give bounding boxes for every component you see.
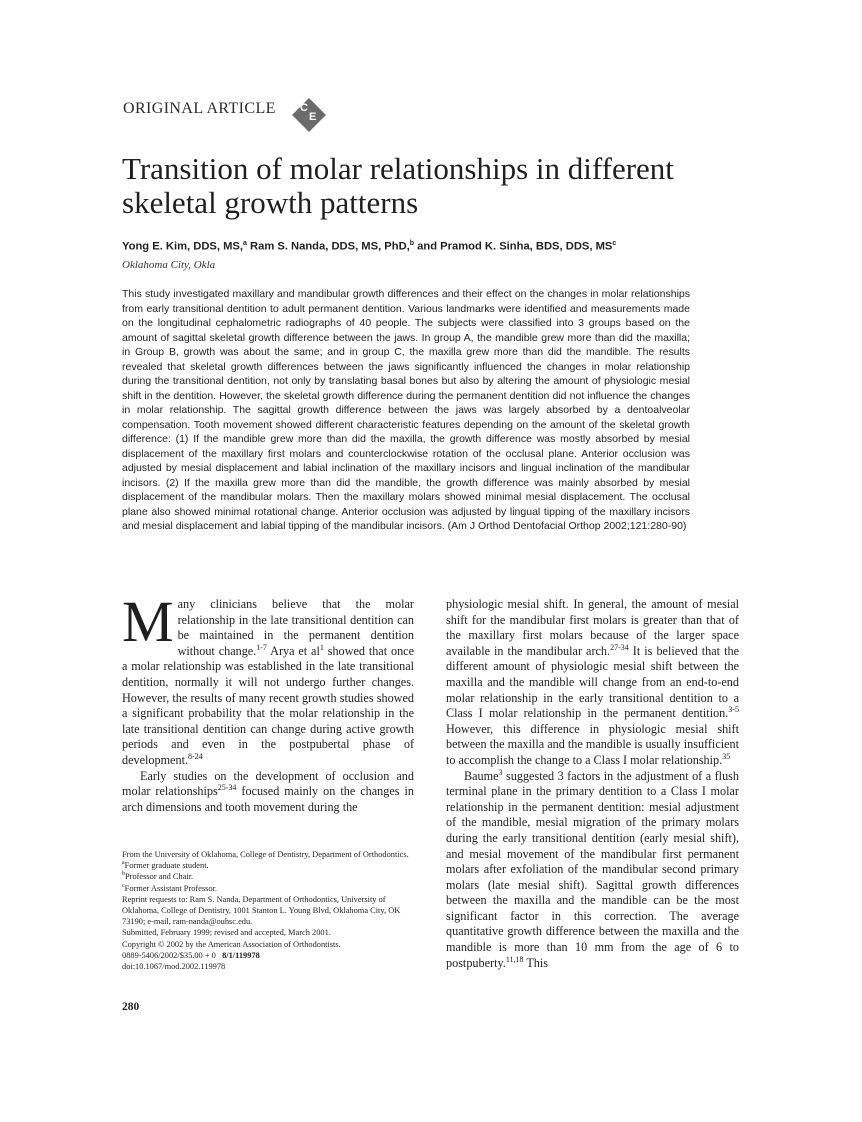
body-text: Early studies on the development of occlusion and molar relationships bbox=[122, 768, 414, 799]
footnote-copyright: Copyright © 2002 by the American Association of Orthodontists. bbox=[122, 939, 341, 949]
body-column-right bbox=[446, 597, 739, 971]
author-name: Yong E. Kim, DDS, MS, bbox=[122, 240, 243, 253]
body-text: focused mainly on the changes in arch dimensions and tooth movement during the bbox=[122, 784, 414, 814]
body-paragraph bbox=[122, 589, 414, 769]
body-paragraph bbox=[446, 769, 739, 972]
author-name: and Pramod K. Sinha, BDS, DDS, MS bbox=[414, 240, 613, 253]
footnote-a bbox=[122, 860, 416, 871]
body-text: suggested 3 factors in the adjustment of a flush terminal plane in the primary dentition to a Class I molar relationship in the permanent dentition: mesial adjustment of the mandible, mesial migration of the primary molars during the early transitional dentition (early mesial shift), and mesial movement of the mandibular first permanent molars after exfoliation of the mandibular second primary molars (late mesial shift). Sagittal growth differences between the maxilla and the mandible can be the most significant factor in this correction. The average quantitative growth difference between the maxilla and the mandible is more than 10 mm from the age of 6 to postpuberty. bbox=[446, 768, 739, 970]
body-paragraph bbox=[446, 597, 739, 769]
body-text: physiologic mesial shift. In general, the amount of mesial shift for the mandibular first molars is greater than that of the maxillary first molars because of the larger space available in the mandibular arch. bbox=[446, 597, 739, 658]
issn-text: 0889-5406/2002/$35.00 + 0 bbox=[122, 950, 216, 960]
body-text: It is believed that the different amount of physiologic mesial shift between the maxilla and the mandible will change from an end-to-end molar relationship in the early transitional dentition to a Class I molar relationship in the permanent dentition. bbox=[446, 643, 739, 721]
body-text: However, this difference in physiologic mesial shift between the maxilla and the mandible is usually insufficient to accomplish the change to a Class I molar relationship. bbox=[446, 721, 739, 767]
citation-superscript: 25-34 bbox=[217, 783, 237, 793]
footnote-text: Professor and Chair. bbox=[125, 872, 194, 882]
footnote-c bbox=[122, 883, 416, 894]
footnote-b bbox=[122, 871, 416, 882]
article-code: 8/1/119978 bbox=[222, 950, 260, 960]
footnote-mark: a bbox=[122, 860, 125, 867]
body-text: Baume bbox=[464, 768, 499, 783]
citation-superscript: 3 bbox=[498, 767, 503, 777]
body-text: showed that once a molar relationship was established in the late transitional dentition, normally it will not undergo further changes. However, the results of many recent growth studies showed a significant probability that the molar relationship in the late transitional dentition can change during active growth periods and even in the postpubertal phase of development. bbox=[122, 643, 414, 767]
badge-letter-c: C bbox=[300, 102, 308, 114]
continuing-education-badge-icon bbox=[292, 98, 326, 132]
drop-cap: M bbox=[122, 589, 174, 654]
author-name: Ram S. Nanda, DDS, MS, PhD, bbox=[246, 240, 410, 253]
author-affiliation-mark: a bbox=[243, 240, 247, 247]
citation-superscript: 3-5 bbox=[728, 705, 739, 715]
body-text: any clinicians believe that the molar relationship in the late transitional dentition can be maintained in the permanent dentition without change. bbox=[177, 597, 414, 658]
citation-superscript: 1-7 bbox=[256, 642, 267, 652]
section-label: ORIGINAL ARTICLE bbox=[123, 100, 276, 117]
footnote-mark: c bbox=[122, 882, 125, 889]
citation-superscript: 1 bbox=[319, 642, 324, 652]
citation-superscript: 11,18 bbox=[505, 954, 524, 964]
footnote-mark: b bbox=[122, 871, 125, 878]
footnote-text: Former graduate student. bbox=[124, 861, 209, 871]
footnote-reprint: Reprint requests to: Ram S. Nanda, Department of Orthodontics, University of Oklahoma, College of Dentistry, 1001 Stanton L. Young Blvd, Oklahoma City, OK 73190; e-mail, ram-nanda@ouhsc.edu. bbox=[122, 894, 401, 927]
badge-letter-e: E bbox=[309, 111, 317, 123]
author-list bbox=[122, 240, 616, 253]
author-affiliation-mark: b bbox=[409, 240, 415, 247]
footnote-issn bbox=[122, 950, 416, 961]
footnotes bbox=[122, 849, 416, 972]
body-text: Arya et al bbox=[266, 643, 320, 658]
article-title: Transition of molar relationships in different skeletal growth patterns bbox=[122, 151, 674, 220]
body-text: This bbox=[523, 955, 549, 970]
citation-superscript: 27-34 bbox=[610, 642, 629, 652]
footnote-submitted: Submitted, February 1999; revised and accepted, March 2001. bbox=[122, 928, 331, 938]
author-affiliation-mark: c bbox=[612, 240, 617, 247]
citation-superscript: 8-24 bbox=[188, 751, 203, 761]
body-column-left bbox=[122, 589, 414, 815]
author-location: Oklahoma City, Okla bbox=[122, 259, 216, 271]
footnote-doi: doi:10.1067/mod.2002.119978 bbox=[122, 962, 226, 972]
abstract: This study investigated maxillary and mandibular growth differences and their effect on the changes in molar relationships from early transitional dentition to adult permanent dentition. Various landmarks were identified and measurements made on the longitudinal cephalometric radiographs of 40 people. The subjects were classified into 3 groups based on the amount of sagittal skeletal growth difference between the jaws. In group A, the mandible grew more than did the maxilla; in Group B, growth was about the same; and in group C, the maxilla grew more than did the mandible. The results revealed that skeletal growth differences between the jaws significantly influenced the changes in molar relationship during the transitional dentition, not only by translating basal bones but also by altering the amount of physiologic mesial shift in the dentition. However, the skeletal growth difference during the permanent dentition did not influence the changes in molar relationship. The sagittal growth difference between the jaws was largely absorbed by a dentoalveolar compensation. Tooth movement showed different characteristic features depending on the amount of the skeletal growth difference: (1) If the mandible grew more than did the maxilla, the growth difference was mostly absorbed by mesial displacement of the maxillary first molars and counterclockwise rotation of the occlusal plane. Anterior occlusion was adjusted by mesial displacement and labial inclination of the maxillary incisors and lingual inclination of the mandibular incisors. (2) If the maxilla grew more than did the mandible, the growth difference was mainly absorbed by mesial displacement of the mandibular molars. Then the maxillary molars showed minimal mesial displacement. The occlusal plane also showed minimal rotational change. Anterior occlusion was adjusted by lingual tipping of the maxillary incisors and mesial displacement and labial tipping of the mandibular incisors. (Am J Orthod Dentofacial Orthop 2002;121:280-90) bbox=[122, 288, 690, 532]
footnote-text: Former Assistant Professor. bbox=[124, 883, 218, 893]
citation-superscript: 35 bbox=[722, 751, 731, 761]
footnote-affiliation: From the University of Oklahoma, College of Dentistry, Department of Orthodontics. bbox=[122, 850, 409, 859]
body-paragraph bbox=[122, 769, 414, 816]
page-number: 280 bbox=[122, 1001, 140, 1013]
